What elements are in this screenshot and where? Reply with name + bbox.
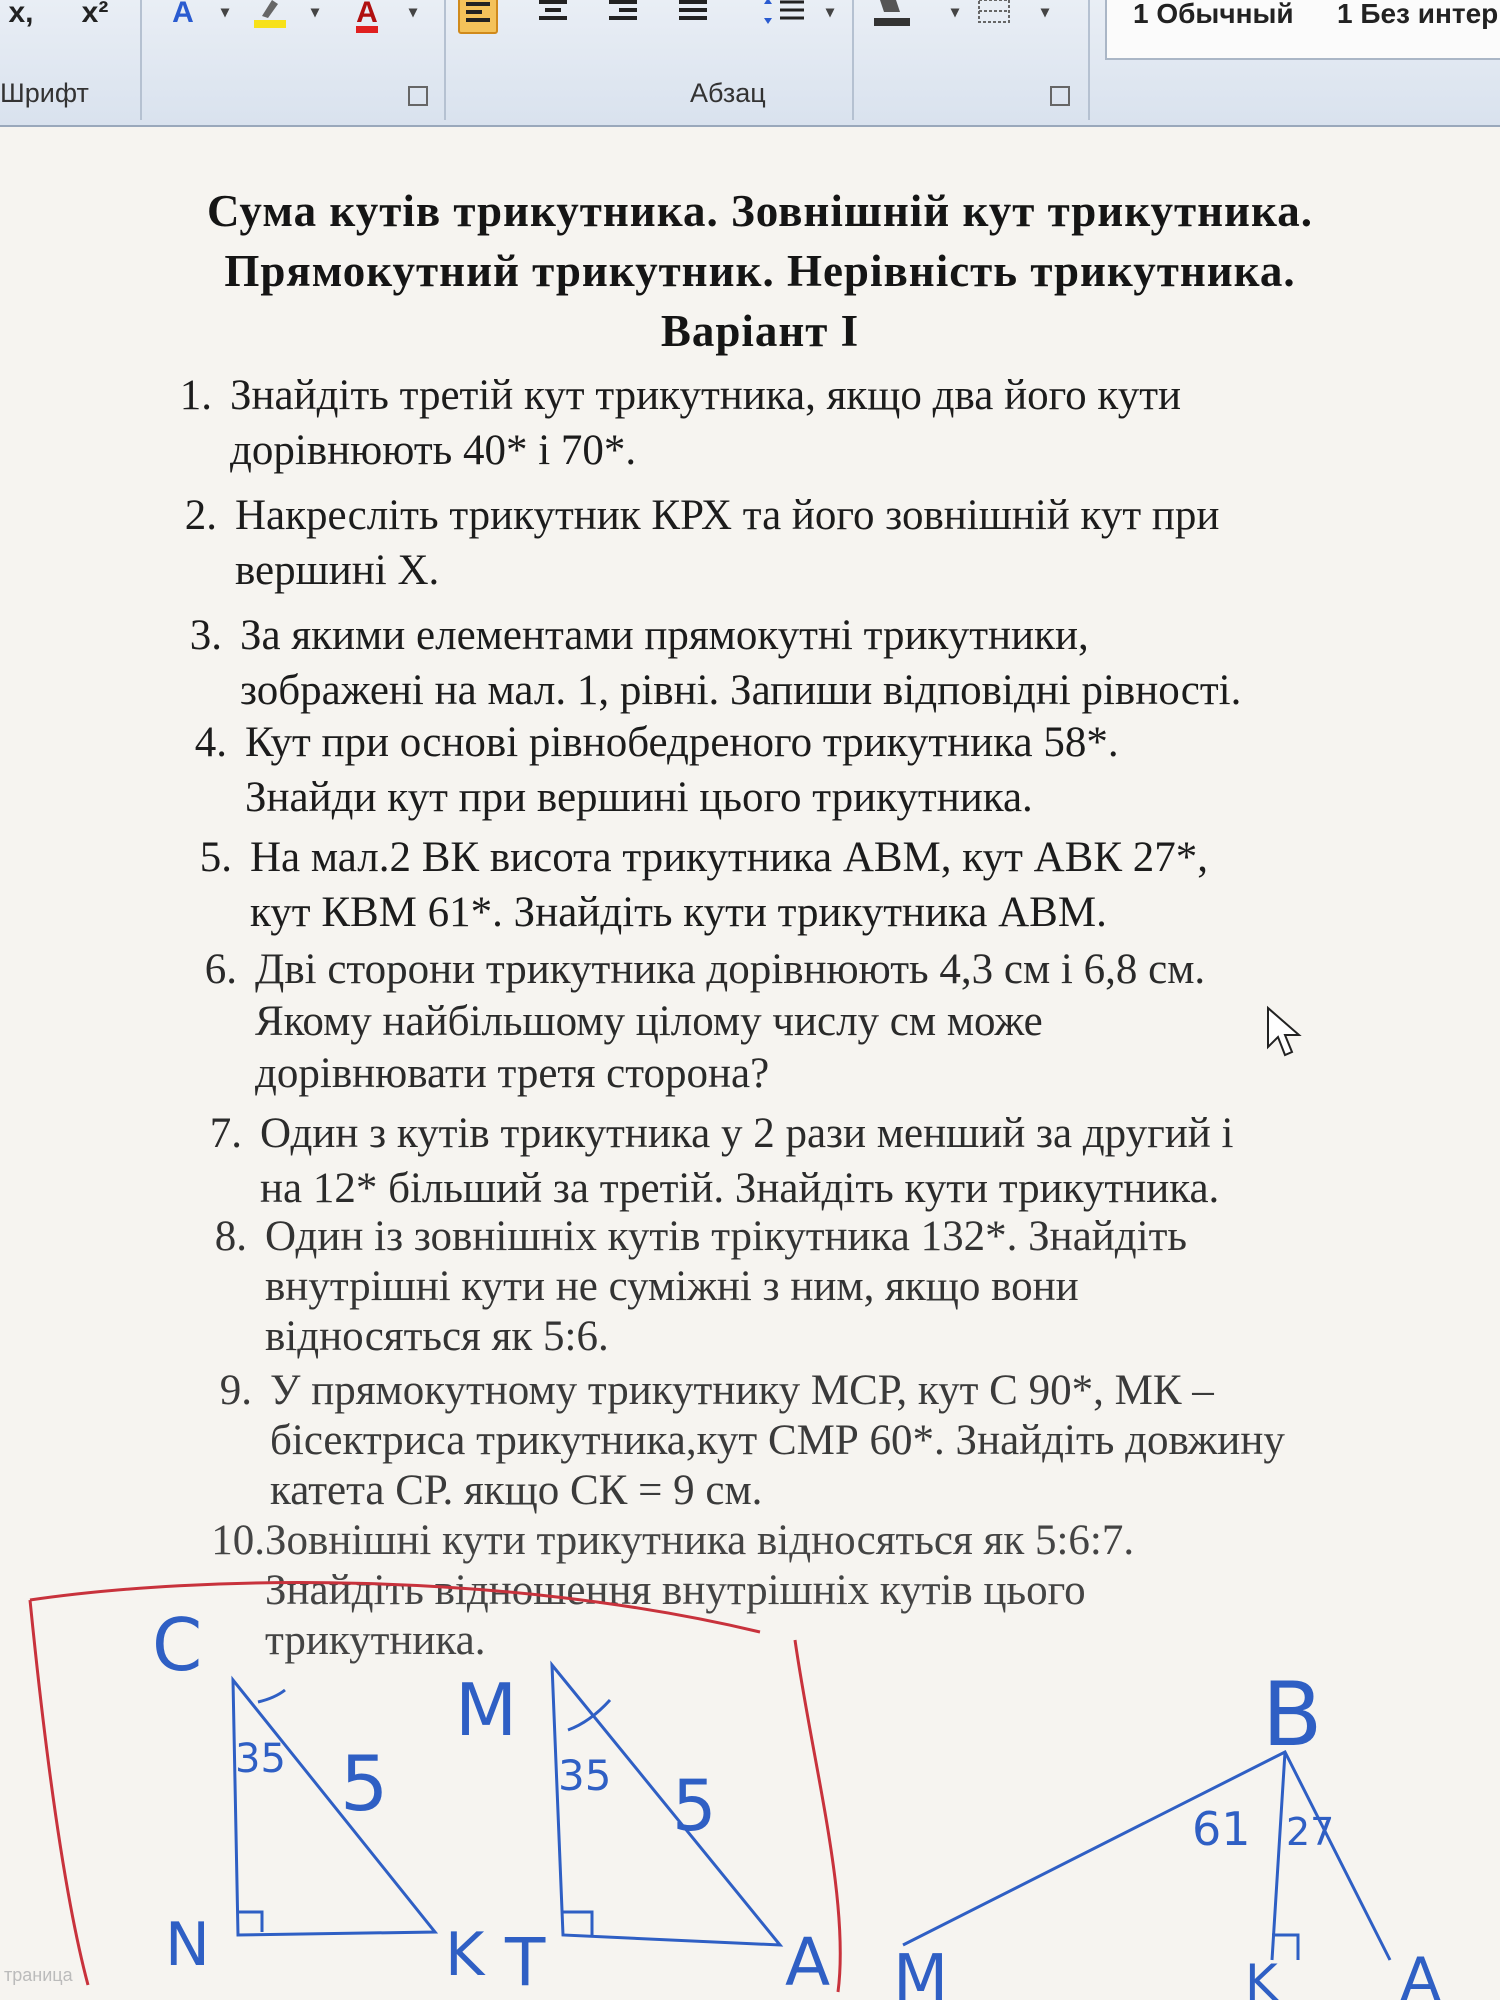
style-no-spacing[interactable]: 1 Без интер [1337, 0, 1499, 29]
question-text: Знайдіть третій кут трикутника, якщо два його кути [230, 372, 1181, 419]
figure-1 [152, 1603, 486, 1990]
question-text: дорівнюють 40* і 70*. [230, 427, 637, 474]
vertex-label: B [1262, 1663, 1323, 1766]
chevron-down-icon[interactable]: ▾ [408, 4, 418, 21]
font-group-label: Шрифт [0, 78, 89, 108]
question-text: відносяться як 5:6. [265, 1313, 609, 1360]
right-angle-mark [563, 1912, 592, 1935]
chevron-down-icon[interactable]: ▾ [950, 4, 960, 21]
question-number: 7. [209, 1110, 242, 1157]
paragraph-group-label: Абзац [690, 78, 766, 108]
text-effects-icon[interactable]: A [172, 0, 194, 29]
chevron-down-icon[interactable]: ▾ [825, 4, 835, 21]
question-text: катета СР. якщо СК = 9 см. [270, 1467, 763, 1514]
vertex-label: A [1400, 1945, 1442, 2000]
question-number: 5. [199, 834, 232, 881]
question-text: На мал.2 ВК висота трикутника АВМ, кут АВК 27*, [250, 834, 1209, 881]
angle-label: 27 [1286, 1810, 1335, 1854]
question-number: 6. [204, 946, 237, 993]
angle-arc [258, 1690, 285, 1702]
question-text: дорівнювати третя сторона? [255, 1050, 770, 1097]
question-text: трикутника. [265, 1617, 486, 1664]
vertex-label: M [455, 1668, 518, 1752]
chevron-down-icon[interactable]: ▾ [220, 4, 230, 21]
altitude-bk [1272, 1752, 1285, 1960]
question-text: бісектриса трикутника,кут СМР 60*. Знайдіть довжину [270, 1417, 1285, 1464]
vertex-label: N [165, 1910, 210, 1980]
figure-3 [893, 1663, 1441, 2000]
question-text: Один з кутів трикутника у 2 рази менший за другий і [260, 1110, 1234, 1157]
question-text: Знайдіть відношення внутрішніх кутів цього [265, 1567, 1086, 1614]
question-text: вершині Х. [235, 547, 440, 594]
vertex-label: T [505, 1924, 546, 2000]
angle-label: 35 [558, 1751, 612, 1800]
side-label: 5 [672, 1765, 717, 1847]
variant-heading: Варіант І [660, 306, 860, 356]
style-normal[interactable]: 1 Обычный [1133, 0, 1294, 29]
angle-arc [568, 1700, 610, 1730]
vertex-label: K [1245, 1954, 1278, 2000]
question-text: У прямокутному трикутнику МСР, кут С 90*, МК – [270, 1367, 1214, 1414]
figure-2 [455, 1665, 830, 2000]
question-text: зображені на мал. 1, рівні. Запиши відповідні рівності. [240, 667, 1242, 714]
question-text: Накресліть трикутник КРХ та його зовнішній кут при [235, 492, 1220, 539]
question-text: Дві сторони трикутника дорівнюють 4,3 см і 6,8 см. [255, 946, 1206, 993]
question-number: 10. [211, 1517, 265, 1564]
subscript-button[interactable]: x, [8, 0, 34, 29]
question-text: внутрішні кути не суміжні з ним, якщо вони [265, 1263, 1079, 1310]
angle-label: 35 [235, 1736, 286, 1782]
page-title-line1: Сума кутів трикутника. Зовнішній кут трикутника. [207, 186, 1313, 236]
question-text: За якими елементами прямокутні трикутники, [240, 612, 1089, 659]
vertex-label: C [152, 1603, 203, 1687]
angle-label: 61 [1192, 1802, 1251, 1856]
vertex-label: A [785, 1924, 831, 2000]
question-number: 2. [184, 492, 217, 539]
question-text: кут КВМ 61*. Знайдіть кути трикутника АВМ. [250, 889, 1107, 936]
question-text: Один із зовнішніх кутів трікутника 132*. Знайдіть [265, 1213, 1188, 1260]
superscript-button[interactable]: x² [81, 0, 109, 29]
triangle-mba [903, 1752, 1390, 1960]
question-number: 4. [194, 719, 227, 766]
chevron-down-icon[interactable]: ▾ [310, 4, 320, 21]
question-text: Якому найбільшому цілому числу см може [255, 998, 1043, 1045]
vertex-label: K [445, 1920, 485, 1990]
triangle-cnk [233, 1680, 435, 1935]
question-text: Знайди кут при вершині цього трикутника. [245, 774, 1033, 821]
question-text: на 12* більший за третій. Знайдіть кути трикутника. [260, 1165, 1220, 1212]
question-number: 1. [179, 372, 212, 419]
right-angle-mark [238, 1912, 262, 1932]
status-bar-fragment: траница [4, 1965, 73, 1985]
page-title-line2: Прямокутний трикутник. Нерівність трикутника. [224, 246, 1296, 296]
question-text: Кут при основі рівнобедреного трикутника 58*. [245, 719, 1119, 766]
triangle-mta [552, 1665, 780, 1945]
question-number: 3. [189, 612, 222, 659]
font-color-icon[interactable]: A [352, 0, 382, 30]
question-number: 9. [219, 1367, 252, 1414]
vertex-label: M [893, 1942, 949, 2000]
side-label: 5 [340, 1739, 389, 1828]
question-number: 8. [214, 1213, 247, 1260]
chevron-down-icon[interactable]: ▾ [1040, 4, 1050, 21]
question-text: Зовнішні кути трикутника відносяться як 5:6:7. [265, 1517, 1135, 1564]
